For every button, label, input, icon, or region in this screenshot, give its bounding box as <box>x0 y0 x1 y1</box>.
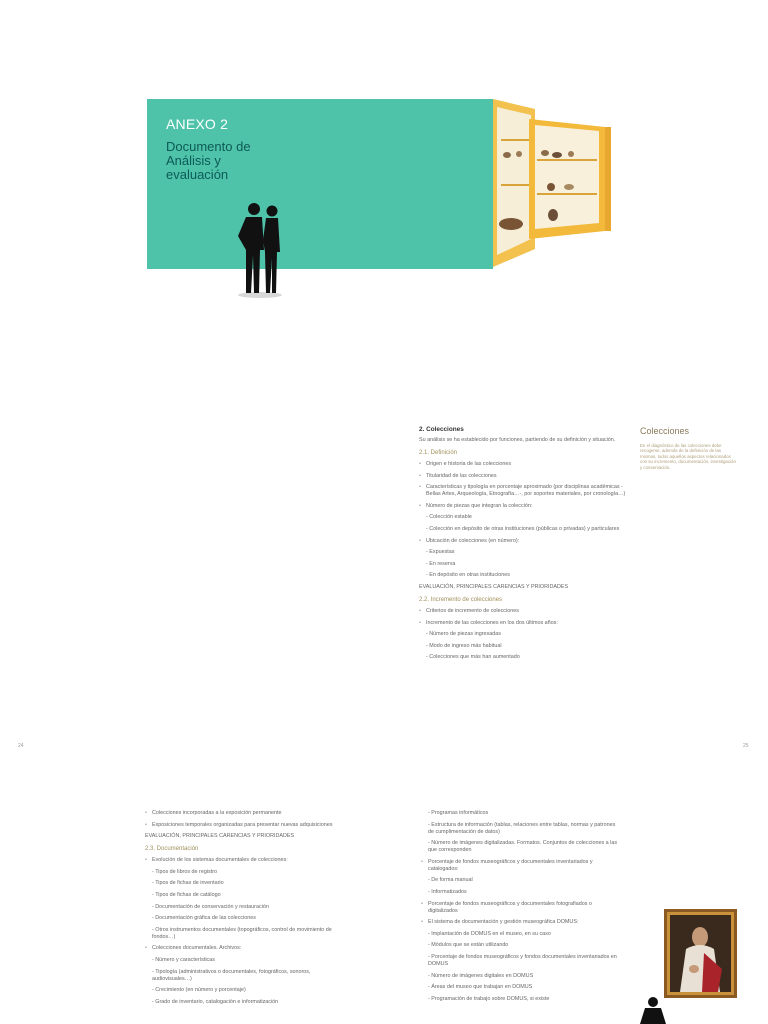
documentation-list <box>145 857 350 1006</box>
list-item: - Colección en depósito de otras instituciones (públicas o privadas) y particulares <box>426 525 620 532</box>
list-item: • Porcentaje de fondos museográficos y documentales inventariados y catalogados: <box>421 859 621 873</box>
list-item: - En reserva <box>426 560 456 567</box>
list-item: - Tipos de fichas de catálogo <box>152 891 221 898</box>
list-item: - Implantación de DOMUS en el museo, en su caso <box>428 930 551 937</box>
list-item: • Exposiciones temporales organizadas para presentar nuevas adquisiciones <box>145 822 350 829</box>
list-item: • El sistema de documentación y gestión museográfica DOMUS: <box>421 919 621 926</box>
documentation-section <box>145 810 350 1010</box>
page-number-right: 25 <box>743 743 749 749</box>
list-item: - Áreas del museo que trabajan en DOMUS <box>428 984 533 991</box>
list-item: - Colecciones que más han aumentado <box>426 654 520 661</box>
list-item: • Características y tipología en porcentaje aproximado (por disciplinas académicas -Bellas Artes, Arqueología, Etnografía…-, por soportes materiales, por cronología…) <box>419 484 627 498</box>
domus-list <box>421 810 621 1003</box>
list-item: • Evolución de los sistemas documentales de colecciones: <box>145 857 350 864</box>
list-item: - Tipos de libros de registro <box>152 868 218 875</box>
list-item: - Estructura de información (tablas, relaciones entre tablas, normas y patrones de cumplimentación de datos) <box>428 821 616 835</box>
definition-list <box>419 461 627 591</box>
list-item: - Número de piezas ingresadas <box>426 631 501 638</box>
display-cases-image <box>493 99 618 269</box>
list-item: - Colección estable <box>426 514 472 521</box>
list-item: EVALUACIÓN, PRINCIPALES CARENCIAS Y PRIORIDADES <box>419 583 569 590</box>
list-item: - Tipología (administrativos o documentales, fotográficos, sonoros, audiovisuales…) <box>152 968 311 982</box>
list-item: - Crecimiento (en número y porcentaje) <box>152 987 246 994</box>
list-item: - Modo de ingreso más habitual <box>426 642 502 649</box>
list-item: • Ubicación de colecciones (en número): <box>419 538 627 545</box>
list-item: - Documentación gráfica de las colecciones <box>152 915 256 922</box>
visitor-silhouette-image <box>636 996 670 1024</box>
collections-section <box>419 426 627 666</box>
list-item: - Número y características <box>152 956 215 963</box>
list-item: - De forma manual <box>428 877 473 884</box>
list-item: - En depósito en otras instituciones <box>426 572 510 579</box>
list-item: - Tipos de fichas de inventario <box>152 880 224 887</box>
list-item: • Colecciones documentales. Archivos: <box>145 945 350 952</box>
list-item: - Grado de inventario, catalogación e informatización <box>152 998 279 1005</box>
visitors-silhouette-image <box>232 200 288 298</box>
annex-label: ANEXO 2 <box>166 116 229 132</box>
exhibition-list <box>145 810 350 840</box>
sidebar-title: Colecciones <box>640 426 690 436</box>
list-item: - Informatizados <box>428 888 467 895</box>
document-title: Documento de Análisis y evaluación <box>166 139 251 182</box>
list-item: - Documentación de conservación y restauración <box>152 903 269 910</box>
sidebar-note: En el diagnóstico de las colecciones debe recogerse, además de la definición de las mismas, todos aquellos aspectos relacionados con su incremento, documentación, investigación y conservación. <box>640 443 736 470</box>
list-item: - Módulos que se están utilizando <box>428 942 509 949</box>
list-item: - Expuestas <box>426 549 455 556</box>
list-item: - Porcentaje de fondos museográficos y fondos documentales inventariados en DOMUS <box>428 953 617 967</box>
list-item: • Porcentaje de fondos museográficos y documentales fotografiados o digitalizados <box>421 901 621 915</box>
list-item: • Incremento de las colecciones en los dos últimos años: <box>419 620 627 627</box>
section-heading: 2. Colecciones <box>419 426 464 433</box>
list-item: - Programas informáticos <box>428 810 489 816</box>
domus-section <box>421 810 621 1007</box>
section-intro: Su análisis se ha establecido por funciones, partiendo de su definición y situación. <box>419 437 616 443</box>
header-banner <box>147 99 493 269</box>
painting-image <box>664 909 737 998</box>
list-item: - Otros instrumentos documentales (topográficos, control de movimiento de fondos…) <box>152 926 332 940</box>
subsection-heading-increment: 2.2. Incremento de colecciones <box>419 596 503 603</box>
list-item: - Número de imágenes digitales en DOMUS <box>428 972 534 979</box>
list-item: • Colecciones incorporadas a la exposición permanente <box>145 810 350 817</box>
list-item: • Titularidad de las colecciones <box>419 473 627 480</box>
list-item: - Número de imágenes digitalizadas. Formatos. Conjuntos de colecciones a las que corresponden <box>428 840 618 854</box>
page-number-left: 24 <box>18 743 24 749</box>
increment-list <box>419 608 627 661</box>
list-item: - Programación de trabajo sobre DOMUS, si existe <box>428 995 550 1002</box>
list-item: EVALUACIÓN, PRINCIPALES CARENCIAS Y PRIORIDADES <box>145 833 295 840</box>
list-item: • Criterios de incremento de colecciones <box>419 608 627 615</box>
list-item: • Origen e historia de las colecciones <box>419 461 627 468</box>
subsection-heading-definition: 2.1. Definición <box>419 450 458 456</box>
list-item: • Número de piezas que integran la colección: <box>419 503 627 510</box>
subsection-heading-documentation: 2.3. Documentación <box>145 846 199 853</box>
